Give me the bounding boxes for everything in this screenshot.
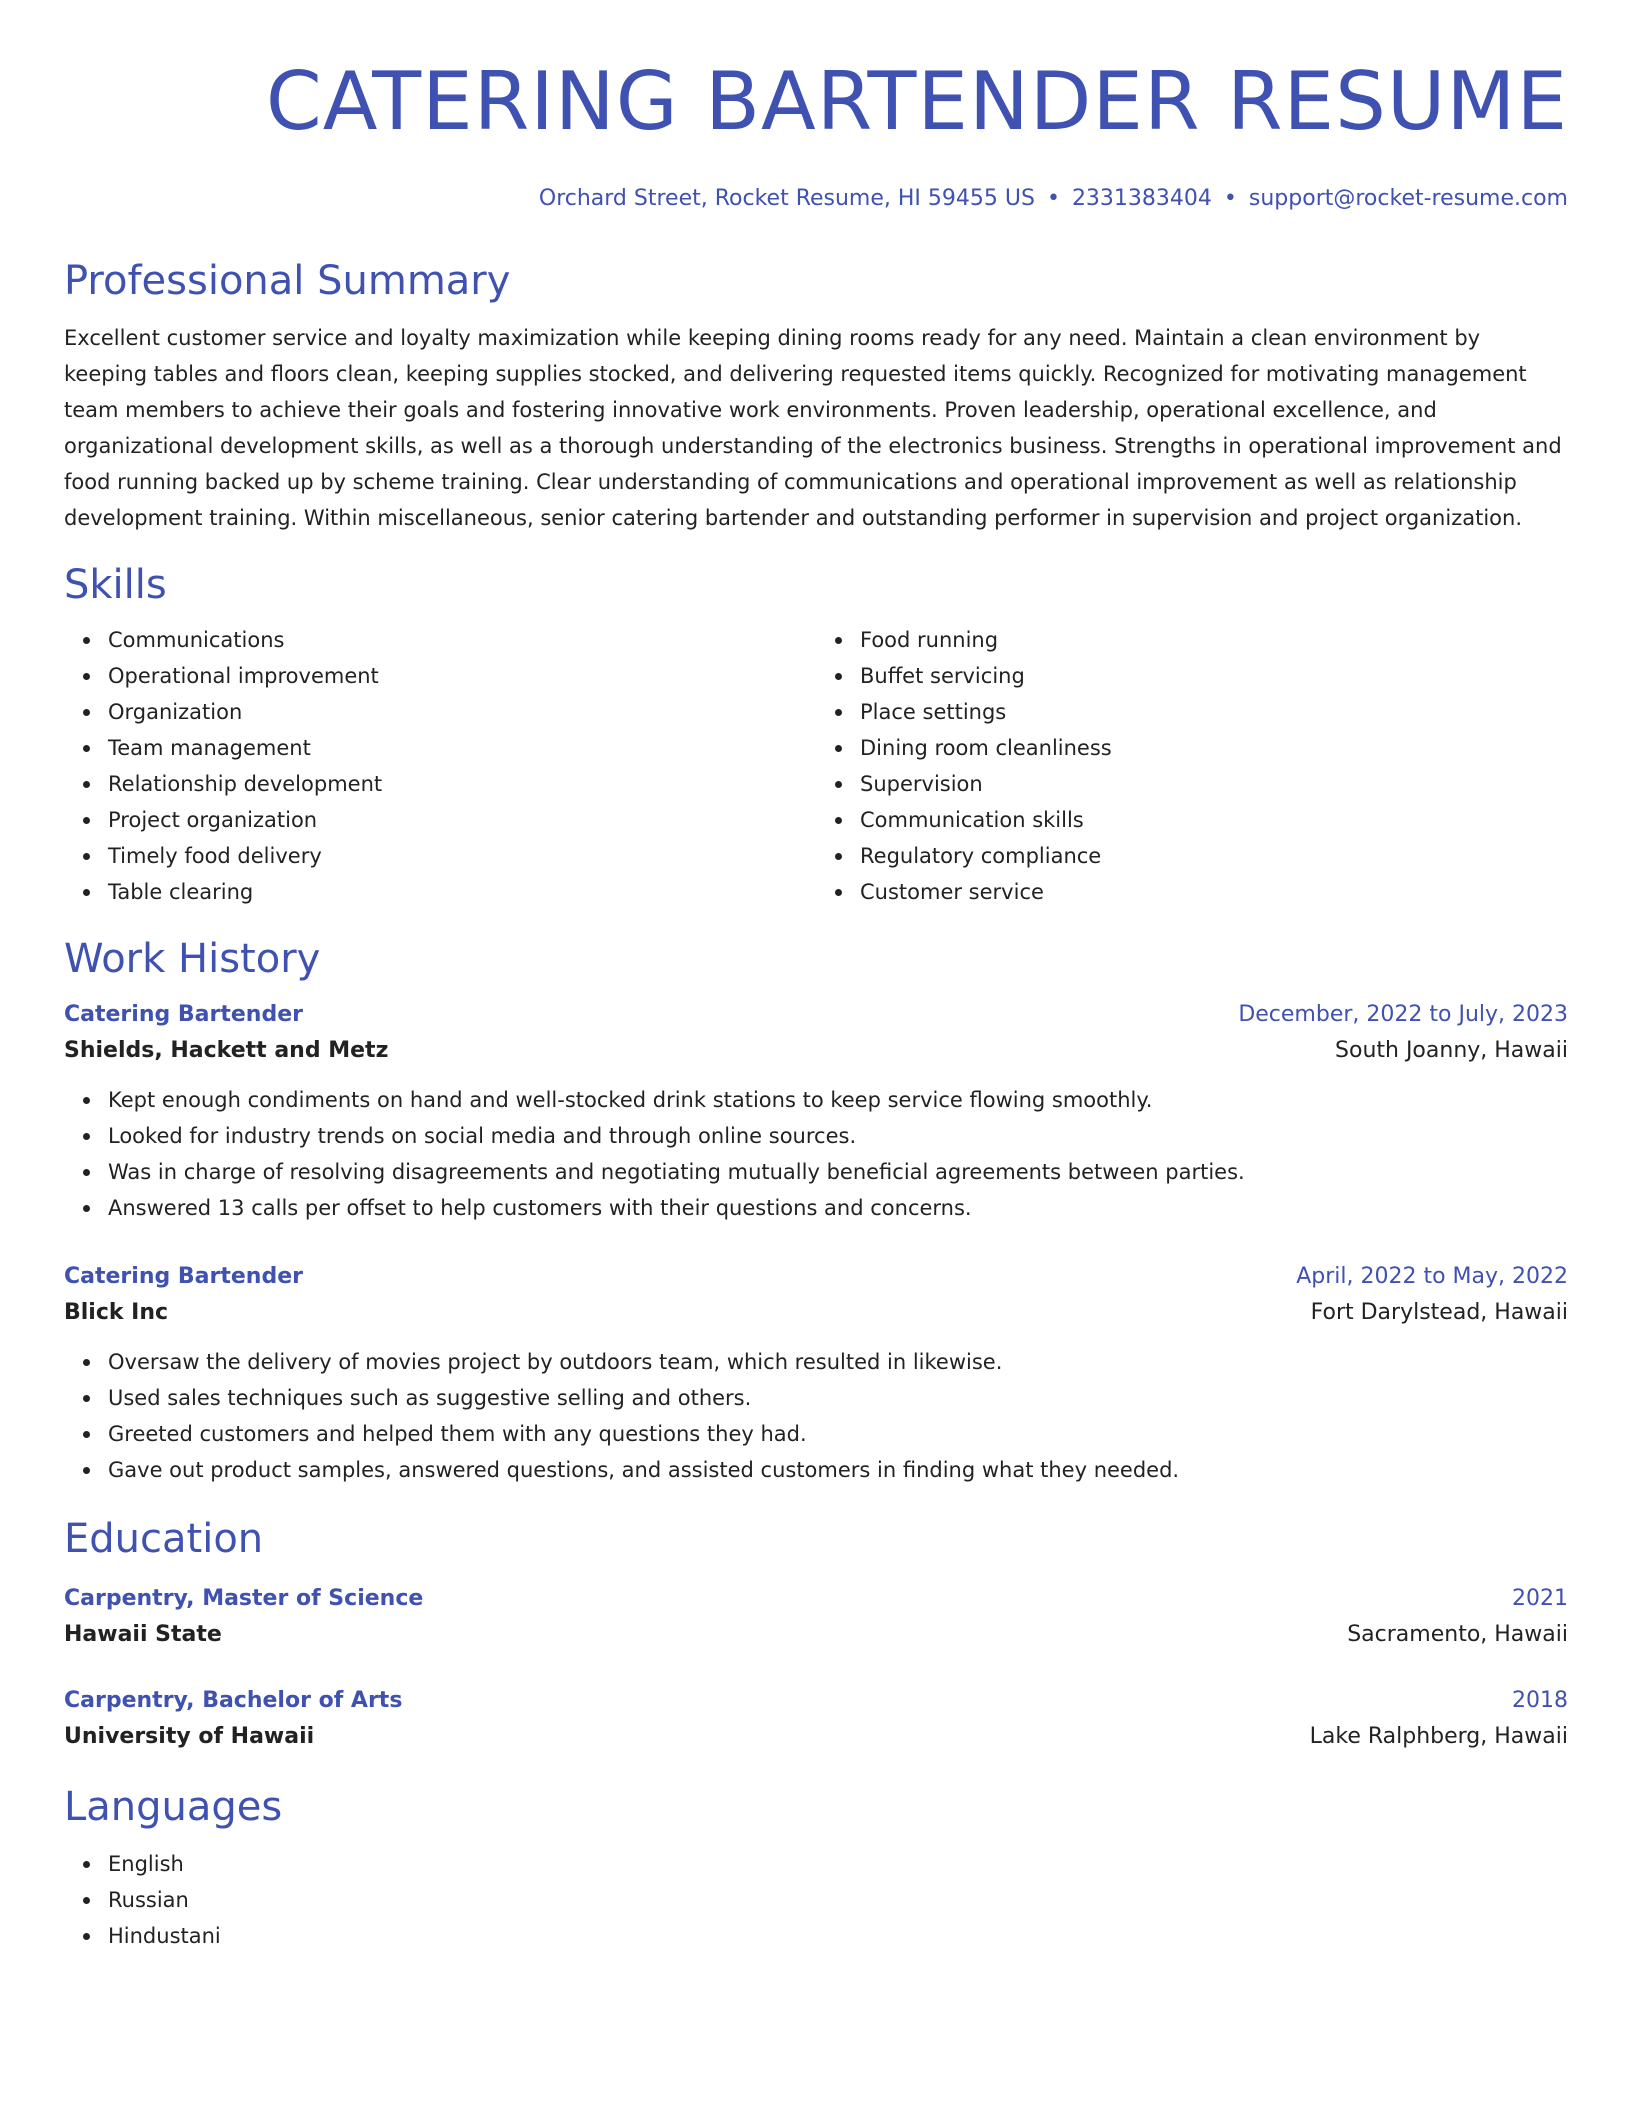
summary-heading: Professional Summary bbox=[64, 258, 511, 304]
work-history-heading: Work History bbox=[64, 936, 321, 982]
skill-item: Timely food delivery bbox=[108, 838, 816, 874]
work-entry bbox=[64, 998, 1568, 1226]
job-duty: Answered 13 calls per offset to help customers with their questions and concerns. bbox=[108, 1190, 1568, 1226]
contact-phone: 2331383404 bbox=[1071, 186, 1212, 211]
job-location: South Joanny, Hawaii bbox=[1335, 1038, 1568, 1063]
skills-heading: Skills bbox=[64, 562, 167, 608]
company-name: Blick Inc bbox=[64, 1300, 169, 1325]
skill-item: Dining room cleanliness bbox=[860, 730, 1568, 766]
contact-separator: • bbox=[1046, 186, 1060, 211]
skill-item: Regulatory compliance bbox=[860, 838, 1568, 874]
school-location: Lake Ralphberg, Hawaii bbox=[1309, 1724, 1568, 1749]
job-duties-list bbox=[64, 1344, 1568, 1488]
languages-list bbox=[64, 1846, 1568, 1954]
education-entry bbox=[64, 1582, 1568, 1654]
job-duty: Oversaw the delivery of movies project by outdoors team, which resulted in likewise. bbox=[108, 1344, 1568, 1380]
contact-separator: • bbox=[1223, 186, 1237, 211]
school-name: Hawaii State bbox=[64, 1622, 222, 1647]
graduation-year: 2018 bbox=[1512, 1688, 1568, 1713]
skills-left-column bbox=[64, 622, 816, 910]
contact-line bbox=[64, 184, 1568, 214]
skill-item: Team management bbox=[108, 730, 816, 766]
skill-item: Organization bbox=[108, 694, 816, 730]
degree-title: Carpentry, Bachelor of Arts bbox=[64, 1688, 403, 1713]
job-dates: April, 2022 to May, 2022 bbox=[1296, 1264, 1568, 1289]
job-duty: Looked for industry trends on social media and through online sources. bbox=[108, 1118, 1568, 1154]
skill-item: Operational improvement bbox=[108, 658, 816, 694]
job-duty: Greeted customers and helped them with any questions they had. bbox=[108, 1416, 1568, 1452]
contact-email: support@rocket-resume.com bbox=[1248, 186, 1568, 211]
skill-item: Buffet servicing bbox=[860, 658, 1568, 694]
job-location: Fort Darylstead, Hawaii bbox=[1310, 1300, 1568, 1325]
languages-heading: Languages bbox=[64, 1784, 283, 1830]
company-name: Shields, Hackett and Metz bbox=[64, 1038, 389, 1063]
skill-item: Communication skills bbox=[860, 802, 1568, 838]
job-title: Catering Bartender bbox=[64, 1002, 303, 1027]
skill-item: Food running bbox=[860, 622, 1568, 658]
skill-item: Customer service bbox=[860, 874, 1568, 910]
school-location: Sacramento, Hawaii bbox=[1347, 1622, 1568, 1647]
work-entry bbox=[64, 1260, 1568, 1488]
skills-right-column bbox=[816, 622, 1568, 910]
skills-grid bbox=[64, 622, 1568, 910]
language-item: Russian bbox=[108, 1882, 1568, 1918]
job-duties-list bbox=[64, 1082, 1568, 1226]
school-name: University of Hawaii bbox=[64, 1724, 315, 1749]
skill-item: Project organization bbox=[108, 802, 816, 838]
skill-item: Table clearing bbox=[108, 874, 816, 910]
job-duty: Kept enough condiments on hand and well-stocked drink stations to keep service flowing smoothly. bbox=[108, 1082, 1568, 1118]
job-duty: Gave out product samples, answered questions, and assisted customers in finding what they needed. bbox=[108, 1452, 1568, 1488]
degree-title: Carpentry, Master of Science bbox=[64, 1586, 424, 1611]
education-heading: Education bbox=[64, 1516, 264, 1562]
contact-address: Orchard Street, Rocket Resume, HI 59455 US bbox=[538, 186, 1035, 211]
skill-item: Communications bbox=[108, 622, 816, 658]
job-duty: Used sales techniques such as suggestive selling and others. bbox=[108, 1380, 1568, 1416]
skill-item: Supervision bbox=[860, 766, 1568, 802]
job-dates: December, 2022 to July, 2023 bbox=[1238, 1002, 1568, 1027]
skill-item: Relationship development bbox=[108, 766, 816, 802]
job-title: Catering Bartender bbox=[64, 1264, 303, 1289]
resume-title: CATERING BARTENDER RESUME bbox=[265, 55, 1568, 148]
language-item: Hindustani bbox=[108, 1918, 1568, 1954]
education-entry bbox=[64, 1684, 1568, 1756]
skill-item: Place settings bbox=[860, 694, 1568, 730]
summary-text: Excellent customer service and loyalty maximization while keeping dining rooms ready for any need. Maintain a clean environment by keeping tables and floors clean, keeping supplies stocked, and delivering requested items quickly. Recognized for motivating management team members to achieve their goals and fostering innovative work environments. Proven leadership, operational excellence, and organizational development skills, as well as a thorough understanding of the electronics business. Strengths in operational improvement and food running backed up by scheme training. Clear understanding of communications and operational improvement as well as relationship development training. Within miscellaneous, senior catering bartender and outstanding performer in supervision and project organization. bbox=[64, 326, 1562, 530]
job-duty: Was in charge of resolving disagreements and negotiating mutually beneficial agreements between parties. bbox=[108, 1154, 1568, 1190]
language-item: English bbox=[108, 1846, 1568, 1882]
graduation-year: 2021 bbox=[1512, 1586, 1568, 1611]
